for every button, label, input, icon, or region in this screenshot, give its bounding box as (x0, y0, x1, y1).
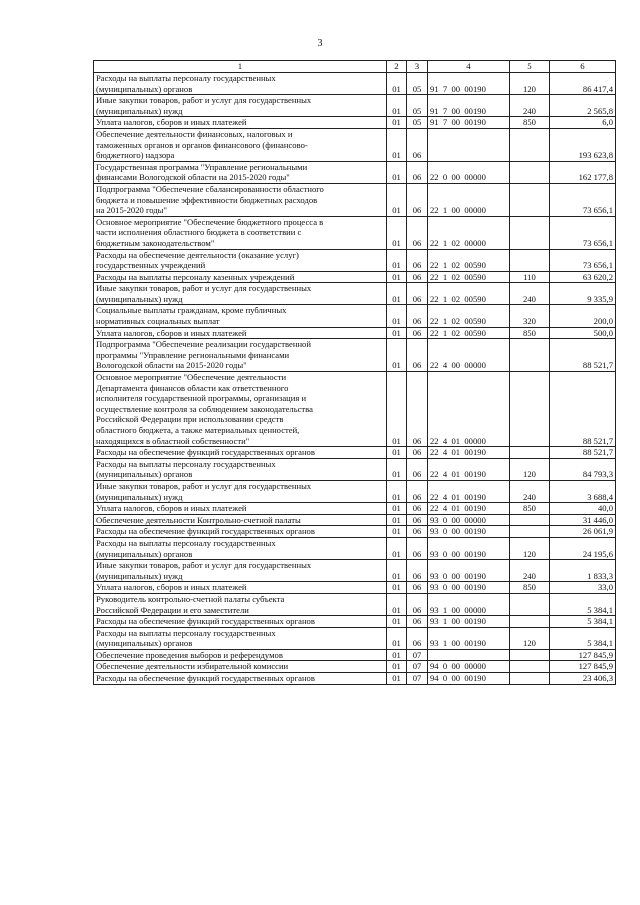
table-row (94, 537, 616, 559)
amount: 24 195,6 (550, 537, 616, 559)
subsection-code: 06 (407, 327, 428, 339)
row-name-text: Иные закупки товаров, работ и услуг для государственных (муниципальных) нужд (96, 480, 312, 502)
section-code: 01 (387, 327, 407, 339)
row-name-text: Уплата налогов, сборов и иных платежей (96, 503, 247, 514)
table-body (94, 73, 616, 685)
table-row (94, 616, 616, 628)
subsection-code: 06 (407, 216, 428, 249)
expense-type-code: 240 (510, 95, 550, 117)
amount: 1 833,3 (550, 560, 616, 582)
amount: 40,0 (550, 503, 616, 515)
header-cell: 5 (510, 61, 550, 73)
subsection-code: 06 (407, 283, 428, 305)
target-article-code (428, 649, 510, 661)
row-name (94, 526, 387, 538)
table-row (94, 627, 616, 649)
subsection-code: 05 (407, 73, 428, 95)
row-name-text: Подпрограмма "Обеспечение реализации государственной программы "Управление региональными финансами Вологодской области на 2015-2020 годы" (96, 339, 311, 371)
subsection-code: 05 (407, 117, 428, 129)
subsection-code: 06 (407, 480, 428, 502)
row-name-text: Основное мероприятие "Обеспечение бюджетного процесса в части исполнения областного бюджета в соответствии с бюджетным законодательством" (96, 216, 324, 248)
expense-type-code (510, 661, 550, 673)
section-code: 01 (387, 649, 407, 661)
table-row (94, 526, 616, 538)
expense-type-code: 850 (510, 503, 550, 515)
expense-type-code (510, 616, 550, 628)
row-name (94, 447, 387, 459)
subsection-code: 06 (407, 128, 428, 161)
row-name (94, 117, 387, 129)
section-code: 01 (387, 582, 407, 594)
row-name-text: Расходы на обеспечение функций государственных органов (96, 616, 315, 627)
amount: 88 521,7 (550, 372, 616, 447)
amount: 162 177,8 (550, 161, 616, 183)
amount: 193 623,8 (550, 128, 616, 161)
table-row (94, 593, 616, 615)
row-name-text: Уплата налогов, сборов и иных платежей (96, 117, 247, 128)
amount: 127 845,9 (550, 649, 616, 661)
row-name (94, 249, 387, 271)
row-name (94, 593, 387, 615)
target-article-code: 22 1 02 00000 (428, 216, 510, 249)
row-name (94, 627, 387, 649)
target-article-code: 22 1 02 00590 (428, 271, 510, 283)
target-article-code: 93 0 00 00190 (428, 582, 510, 594)
row-name-text: Основное мероприятие "Обеспечение деятельности Департамента финансов области как ответственного исполнителя государственной программы, организация и осуществление контроля за соблюдением законодательства Российской Федерации при использовании средств областного бюджета, а также материальных ценностей, находящихся в областной собственности" (96, 372, 313, 446)
expense-type-code: 850 (510, 327, 550, 339)
target-article-code: 91 7 00 00190 (428, 95, 510, 117)
row-name-text: Уплата налогов, сборов и иных платежей (96, 327, 247, 338)
amount: 5 384,1 (550, 616, 616, 628)
target-article-code: 22 4 01 00000 (428, 372, 510, 447)
expense-type-code (510, 249, 550, 271)
subsection-code: 06 (407, 183, 428, 216)
expense-type-code (510, 216, 550, 249)
amount: 63 620,2 (550, 271, 616, 283)
table-row (94, 480, 616, 502)
target-article-code: 22 4 01 00190 (428, 458, 510, 480)
row-name-text: Обеспечение деятельности Контрольно-счетной палаты (96, 514, 301, 525)
table-row (94, 249, 616, 271)
target-article-code: 22 4 01 00190 (428, 480, 510, 502)
amount: 73 656,1 (550, 183, 616, 216)
target-article-code: 22 0 00 00000 (428, 161, 510, 183)
target-article-code (428, 128, 510, 161)
expense-type-code (510, 183, 550, 216)
expense-type-code: 240 (510, 283, 550, 305)
row-name-text: Обеспечение деятельности избирательной комиссии (96, 661, 289, 672)
expense-type-code: 850 (510, 582, 550, 594)
section-code: 01 (387, 593, 407, 615)
section-code: 01 (387, 661, 407, 673)
target-article-code: 94 0 00 00000 (428, 661, 510, 673)
subsection-code: 06 (407, 447, 428, 459)
expense-type-code (510, 372, 550, 447)
table-row (94, 372, 616, 447)
section-code: 01 (387, 526, 407, 538)
amount: 127 845,9 (550, 661, 616, 673)
section-code: 01 (387, 128, 407, 161)
section-code: 01 (387, 514, 407, 526)
table-row (94, 183, 616, 216)
target-article-code: 22 1 02 00590 (428, 305, 510, 327)
row-name-text: Обеспечение проведения выборов и референдумов (96, 649, 283, 660)
table-row (94, 582, 616, 594)
expense-type-code (510, 447, 550, 459)
amount: 86 417,4 (550, 73, 616, 95)
subsection-code: 06 (407, 582, 428, 594)
row-name-text: Расходы на выплаты персоналу казенных учреждений (96, 271, 295, 282)
target-article-code: 94 0 00 00190 (428, 673, 510, 685)
target-article-code: 91 7 00 00190 (428, 73, 510, 95)
row-name (94, 582, 387, 594)
table-row (94, 503, 616, 515)
subsection-code: 07 (407, 673, 428, 685)
header-cell: 6 (550, 61, 616, 73)
row-name-text: Государственная программа "Управление региональными финансами Вологодской области на 2015-2020 годы" (96, 161, 308, 183)
row-name (94, 216, 387, 249)
section-code: 01 (387, 283, 407, 305)
row-name-text: Обеспечение деятельности финансовых, налоговых и таможенных органов и органов финансового (финансово- бюджетного) надзора (96, 128, 308, 161)
row-name (94, 649, 387, 661)
expense-type-code (510, 161, 550, 183)
amount: 31 446,0 (550, 514, 616, 526)
target-article-code: 22 1 02 00590 (428, 283, 510, 305)
row-name (94, 372, 387, 447)
row-name (94, 458, 387, 480)
row-name-text: Иные закупки товаров, работ и услуг для государственных (муниципальных) нужд (96, 283, 312, 304)
amount: 88 521,7 (550, 447, 616, 459)
section-code: 01 (387, 560, 407, 582)
row-name (94, 327, 387, 339)
amount: 6,0 (550, 117, 616, 129)
table-row (94, 458, 616, 480)
row-name-text: Подпрограмма "Обеспечение сбалансированности областного бюджета и повышение эффективности бюджетных расходов на 2015-2020 годы" (96, 183, 324, 216)
header-cell: 3 (407, 61, 428, 73)
amount: 2 565,8 (550, 95, 616, 117)
header-cell: 1 (94, 61, 387, 73)
section-code: 01 (387, 305, 407, 327)
row-name (94, 283, 387, 305)
section-code: 01 (387, 480, 407, 502)
row-name (94, 305, 387, 327)
table-row (94, 447, 616, 459)
section-code: 01 (387, 503, 407, 515)
table-row (94, 128, 616, 161)
row-name (94, 537, 387, 559)
amount: 73 656,1 (550, 216, 616, 249)
subsection-code: 06 (407, 616, 428, 628)
table-row (94, 161, 616, 183)
subsection-code: 06 (407, 537, 428, 559)
amount: 5 384,1 (550, 593, 616, 615)
subsection-code: 06 (407, 271, 428, 283)
section-code: 01 (387, 537, 407, 559)
header-cell: 2 (387, 61, 407, 73)
budget-table (93, 60, 616, 685)
section-code: 01 (387, 616, 407, 628)
target-article-code: 22 1 00 00000 (428, 183, 510, 216)
section-code: 01 (387, 673, 407, 685)
subsection-code: 06 (407, 526, 428, 538)
table-row (94, 95, 616, 117)
amount: 26 061,9 (550, 526, 616, 538)
table-row (94, 661, 616, 673)
table-row (94, 73, 616, 95)
subsection-code: 06 (407, 503, 428, 515)
amount: 23 406,3 (550, 673, 616, 685)
row-name (94, 339, 387, 372)
row-name-text: Уплата налогов, сборов и иных платежей (96, 582, 247, 593)
expense-type-code: 320 (510, 305, 550, 327)
target-article-code: 93 1 00 00190 (428, 616, 510, 628)
row-name (94, 95, 387, 117)
target-article-code: 22 4 01 00190 (428, 503, 510, 515)
subsection-code: 06 (407, 560, 428, 582)
target-article-code: 22 1 02 00590 (428, 249, 510, 271)
section-code: 01 (387, 183, 407, 216)
row-name (94, 480, 387, 502)
table-row (94, 305, 616, 327)
amount: 88 521,7 (550, 339, 616, 372)
row-name (94, 616, 387, 628)
section-code: 01 (387, 117, 407, 129)
row-name-text: Иные закупки товаров, работ и услуг для государственных (муниципальных) нужд (96, 95, 312, 116)
row-name (94, 514, 387, 526)
expense-type-code (510, 593, 550, 615)
expense-type-code (510, 514, 550, 526)
section-code: 01 (387, 271, 407, 283)
section-code: 01 (387, 161, 407, 183)
row-name (94, 161, 387, 183)
row-name (94, 271, 387, 283)
amount: 84 793,3 (550, 458, 616, 480)
subsection-code: 06 (407, 372, 428, 447)
subsection-code: 07 (407, 661, 428, 673)
amount: 9 335,9 (550, 283, 616, 305)
row-name (94, 503, 387, 515)
subsection-code: 06 (407, 249, 428, 271)
row-name-text: Руководитель контрольно-счетной палаты субъекта Российской Федерации и его заместители (96, 593, 285, 615)
section-code: 01 (387, 95, 407, 117)
target-article-code: 22 4 00 00000 (428, 339, 510, 372)
subsection-code: 05 (407, 95, 428, 117)
row-name (94, 128, 387, 161)
row-name-text: Иные закупки товаров, работ и услуг для государственных (муниципальных) нужд (96, 560, 312, 581)
expense-type-code: 240 (510, 480, 550, 502)
row-name (94, 560, 387, 582)
subsection-code: 06 (407, 627, 428, 649)
table-row (94, 327, 616, 339)
amount: 500,0 (550, 327, 616, 339)
expense-type-code (510, 339, 550, 372)
row-name (94, 183, 387, 216)
row-name-text: Расходы на обеспечение функций государственных органов (96, 526, 315, 537)
subsection-code: 06 (407, 161, 428, 183)
row-name-text: Расходы на выплаты персоналу государственных (муниципальных) органов (96, 627, 276, 649)
section-code: 01 (387, 458, 407, 480)
header-row (94, 61, 616, 73)
target-article-code: 93 1 00 00000 (428, 593, 510, 615)
section-code: 01 (387, 372, 407, 447)
row-name-text: Расходы на обеспечение функций государственных органов (96, 673, 315, 684)
row-name (94, 661, 387, 673)
row-name-text: Расходы на выплаты персоналу государственных (муниципальных) органов (96, 73, 276, 94)
subsection-code: 06 (407, 458, 428, 480)
subsection-code: 06 (407, 339, 428, 372)
amount: 3 688,4 (550, 480, 616, 502)
section-code: 01 (387, 339, 407, 372)
expense-type-code (510, 649, 550, 661)
expense-type-code (510, 673, 550, 685)
amount: 33,0 (550, 582, 616, 594)
section-code: 01 (387, 73, 407, 95)
target-article-code: 93 0 00 00000 (428, 514, 510, 526)
subsection-code: 06 (407, 593, 428, 615)
expense-type-code: 120 (510, 458, 550, 480)
subsection-code: 06 (407, 514, 428, 526)
target-article-code: 22 1 02 00590 (428, 327, 510, 339)
section-code: 01 (387, 627, 407, 649)
row-name-text: Расходы на обеспечение деятельности (оказание услуг) государственных учреждений (96, 249, 299, 271)
table-row (94, 560, 616, 582)
row-name (94, 673, 387, 685)
subsection-code: 06 (407, 305, 428, 327)
row-name-text: Расходы на выплаты персоналу государственных (муниципальных) органов (96, 537, 276, 559)
table-row (94, 649, 616, 661)
table-row (94, 117, 616, 129)
amount: 5 384,1 (550, 627, 616, 649)
row-name-text: Социальные выплаты гражданам, кроме публичных нормативных социальных выплат (96, 305, 287, 327)
target-article-code: 91 7 00 00190 (428, 117, 510, 129)
table-row (94, 339, 616, 372)
expense-type-code: 120 (510, 627, 550, 649)
expense-type-code: 120 (510, 537, 550, 559)
amount: 200,0 (550, 305, 616, 327)
expense-type-code (510, 128, 550, 161)
expense-type-code: 850 (510, 117, 550, 129)
amount: 73 656,1 (550, 249, 616, 271)
header-cell: 4 (428, 61, 510, 73)
table-row (94, 283, 616, 305)
row-name-text: Расходы на обеспечение функций государственных органов (96, 447, 315, 458)
section-code: 01 (387, 216, 407, 249)
table-row (94, 271, 616, 283)
subsection-code: 07 (407, 649, 428, 661)
target-article-code: 93 0 00 00190 (428, 560, 510, 582)
row-name-text: Расходы на выплаты персоналу государственных (муниципальных) органов (96, 458, 276, 480)
expense-type-code: 120 (510, 73, 550, 95)
expense-type-code (510, 526, 550, 538)
section-code: 01 (387, 447, 407, 459)
table-row (94, 216, 616, 249)
table-row (94, 514, 616, 526)
target-article-code: 93 0 00 00190 (428, 537, 510, 559)
target-article-code: 93 0 00 00190 (428, 526, 510, 538)
target-article-code: 93 1 00 00190 (428, 627, 510, 649)
row-name (94, 73, 387, 95)
target-article-code: 22 4 01 00190 (428, 447, 510, 459)
expense-type-code: 240 (510, 560, 550, 582)
expense-type-code: 110 (510, 271, 550, 283)
page-number: 3 (317, 38, 323, 49)
table-row (94, 673, 616, 685)
section-code: 01 (387, 249, 407, 271)
